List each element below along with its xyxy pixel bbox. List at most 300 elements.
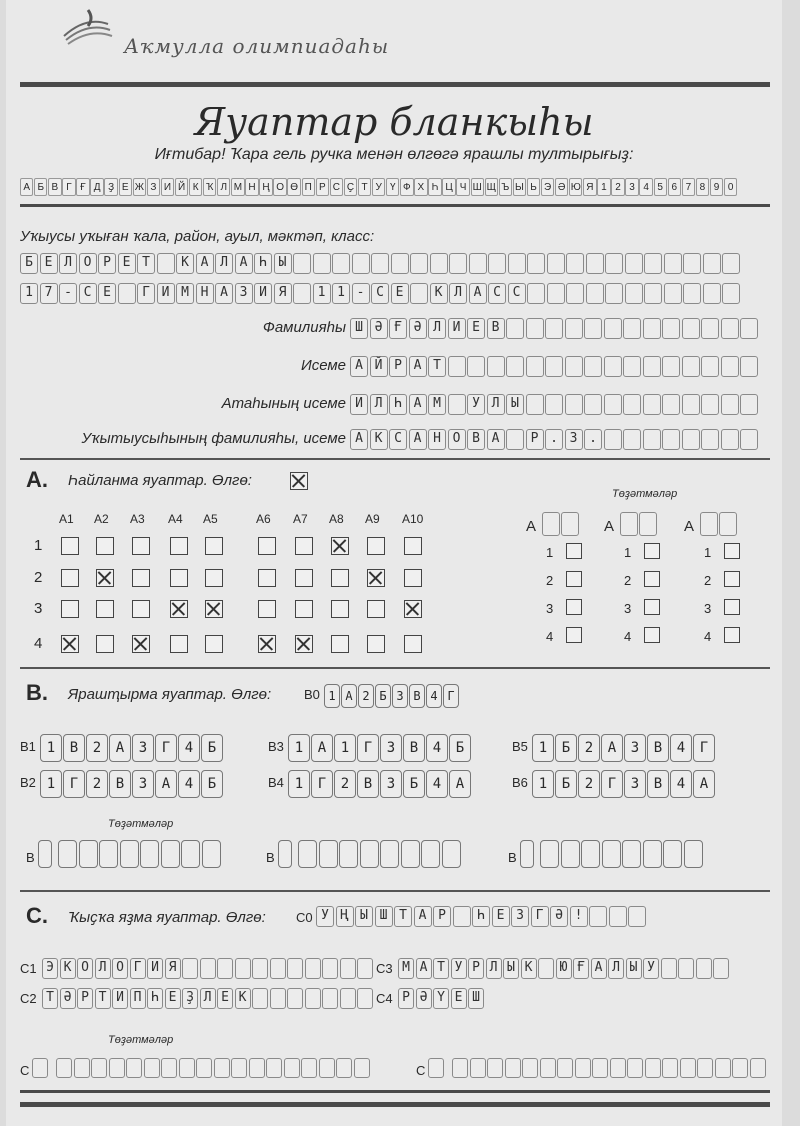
answer-cell[interactable] (527, 283, 545, 304)
answer-cell[interactable]: И (112, 988, 128, 1009)
correction-cells[interactable] (32, 1058, 371, 1078)
answer-cell[interactable] (682, 394, 700, 415)
answer-cell[interactable] (487, 356, 505, 377)
answer-cell[interactable] (545, 356, 563, 377)
answer-checkbox[interactable] (404, 635, 422, 653)
answer-cell[interactable]: А (341, 684, 357, 708)
answer-cell[interactable]: Э (42, 958, 58, 979)
correction-checkbox[interactable] (644, 599, 660, 615)
correction-cell[interactable] (231, 1058, 247, 1078)
answer-cell[interactable] (566, 283, 584, 304)
answer-cell[interactable] (586, 283, 604, 304)
answer-cell[interactable]: Ү (433, 988, 449, 1009)
answer-cell[interactable] (701, 356, 719, 377)
answer-cell[interactable]: Г (601, 770, 623, 798)
answer-cell[interactable]: О (112, 958, 128, 979)
answer-cell[interactable] (713, 958, 729, 979)
answer-cell[interactable]: Ң (336, 906, 354, 927)
correction-cell[interactable] (732, 1058, 748, 1078)
correction-cell[interactable] (428, 1058, 444, 1078)
answer-checkbox[interactable] (331, 569, 349, 587)
answer-cell[interactable]: Ә (370, 318, 388, 339)
answer-cell[interactable]: Ш (468, 988, 484, 1009)
answer-cell[interactable]: 2 (578, 770, 600, 798)
answer-cell[interactable]: С (371, 283, 389, 304)
answer-checkbox[interactable] (96, 537, 114, 555)
answer-cell[interactable] (293, 283, 311, 304)
answer-cell[interactable]: 1 (332, 283, 350, 304)
answer-cell[interactable]: Б (201, 770, 223, 798)
answer-cell[interactable] (662, 394, 680, 415)
correction-cell[interactable] (442, 840, 461, 868)
correction-cells[interactable] (278, 840, 462, 868)
answer-cell[interactable]: 1 (288, 770, 310, 798)
answer-cell[interactable]: Ә (60, 988, 76, 1009)
answer-cell[interactable] (604, 429, 622, 450)
answer-cell[interactable]: З (511, 906, 529, 927)
answer-cell[interactable]: У (643, 958, 659, 979)
answer-cell[interactable] (721, 356, 739, 377)
c-item-cells[interactable] (398, 958, 731, 979)
answer-cell[interactable]: Ҙ (182, 988, 198, 1009)
answer-cell[interactable]: 3 (132, 734, 154, 762)
answer-cell[interactable] (252, 958, 268, 979)
answer-cell[interactable]: Е (467, 318, 485, 339)
correction-checkbox[interactable] (644, 627, 660, 643)
answer-cell[interactable]: 3 (624, 734, 646, 762)
answer-cell[interactable] (200, 958, 216, 979)
answer-cell[interactable]: Б (375, 684, 391, 708)
answer-cell[interactable]: Е (492, 906, 510, 927)
correction-cell[interactable] (266, 1058, 282, 1078)
answer-cell[interactable] (305, 958, 321, 979)
answer-checkbox[interactable] (61, 569, 79, 587)
answer-cell[interactable]: Ә (416, 988, 432, 1009)
correction-cell[interactable] (505, 1058, 521, 1078)
answer-cell[interactable]: О (77, 958, 93, 979)
answer-checkbox[interactable] (96, 635, 114, 653)
correction-cells[interactable] (428, 1058, 767, 1078)
correction-cell[interactable] (38, 840, 52, 868)
answer-cell[interactable] (469, 253, 487, 274)
answer-cell[interactable]: - (352, 283, 370, 304)
answer-cell[interactable]: Е (217, 988, 233, 1009)
correction-cell[interactable] (750, 1058, 766, 1078)
answer-cell[interactable] (545, 318, 563, 339)
c-item-cells[interactable] (42, 988, 375, 1009)
answer-cell[interactable] (547, 253, 565, 274)
answer-cell[interactable]: 4 (670, 770, 692, 798)
answer-checkbox[interactable] (367, 600, 385, 618)
answer-cell[interactable]: 3 (624, 770, 646, 798)
answer-checkbox[interactable] (331, 600, 349, 618)
answer-checkbox[interactable] (96, 569, 114, 587)
answer-cell[interactable]: Т (137, 253, 155, 274)
answer-cell[interactable] (625, 253, 643, 274)
answer-cell[interactable] (740, 356, 758, 377)
answer-cell[interactable]: К (176, 253, 194, 274)
answer-cell[interactable] (357, 958, 373, 979)
answer-cell[interactable]: Т (428, 356, 446, 377)
correction-checkbox[interactable] (566, 571, 582, 587)
answer-cell[interactable]: 4 (178, 734, 200, 762)
answer-cell[interactable] (488, 253, 506, 274)
person-field[interactable] (350, 356, 760, 377)
answer-cell[interactable] (313, 253, 331, 274)
correction-cell[interactable] (32, 1058, 48, 1078)
answer-cell[interactable] (625, 283, 643, 304)
answer-checkbox[interactable] (205, 569, 223, 587)
answer-cell[interactable]: Г (357, 734, 379, 762)
answer-cell[interactable]: А (449, 770, 471, 798)
answer-cell[interactable] (157, 253, 175, 274)
answer-cell[interactable]: В (647, 770, 669, 798)
correction-cell[interactable] (58, 840, 77, 868)
answer-checkbox[interactable] (205, 600, 223, 618)
answer-cell[interactable]: Ы (626, 958, 642, 979)
answer-cell[interactable] (589, 906, 607, 927)
answer-checkbox[interactable] (61, 635, 79, 653)
answer-cell[interactable] (565, 356, 583, 377)
answer-cell[interactable]: Ш (350, 318, 368, 339)
correction-cell[interactable] (540, 1058, 556, 1078)
correction-cell[interactable] (610, 1058, 626, 1078)
correction-cell[interactable] (715, 1058, 731, 1078)
answer-cell[interactable]: . (584, 429, 602, 450)
answer-cell[interactable] (182, 958, 198, 979)
answer-cell[interactable]: А (196, 253, 214, 274)
answer-checkbox[interactable] (132, 600, 150, 618)
correction-checkbox[interactable] (566, 599, 582, 615)
answer-cell[interactable]: В (647, 734, 669, 762)
answer-checkbox[interactable] (258, 569, 276, 587)
school-line-1[interactable] (20, 253, 742, 274)
answer-cell[interactable] (722, 283, 740, 304)
correction-cell[interactable] (643, 840, 662, 868)
answer-cell[interactable] (448, 394, 466, 415)
correction-cell[interactable] (663, 840, 682, 868)
answer-cell[interactable]: Н (196, 283, 214, 304)
b-item-cells[interactable] (532, 734, 716, 762)
answer-cell[interactable] (584, 318, 602, 339)
answer-cell[interactable]: С (389, 429, 407, 450)
correction-cell[interactable] (79, 840, 98, 868)
answer-cell[interactable] (449, 253, 467, 274)
answer-cell[interactable]: Л (370, 394, 388, 415)
answer-cell[interactable]: Һ (147, 988, 163, 1009)
answer-cell[interactable]: Г (137, 283, 155, 304)
answer-cell[interactable] (683, 283, 701, 304)
correction-cell[interactable] (360, 840, 379, 868)
answer-cell[interactable]: 2 (86, 734, 108, 762)
answer-cell[interactable] (623, 356, 641, 377)
answer-cell[interactable] (453, 906, 471, 927)
answer-cell[interactable]: В (109, 770, 131, 798)
answer-checkbox[interactable] (258, 537, 276, 555)
correction-cell[interactable] (161, 840, 180, 868)
answer-cell[interactable]: 3 (380, 770, 402, 798)
correction-cell[interactable] (380, 840, 399, 868)
answer-cell[interactable]: А (591, 958, 607, 979)
correction-cell[interactable] (561, 840, 580, 868)
answer-checkbox[interactable] (205, 635, 223, 653)
answer-cell[interactable]: В (403, 734, 425, 762)
answer-cell[interactable] (340, 958, 356, 979)
correction-cell[interactable] (140, 840, 159, 868)
answer-cell[interactable] (604, 394, 622, 415)
correction-cell[interactable] (697, 1058, 713, 1078)
answer-cell[interactable] (526, 356, 544, 377)
answer-cell[interactable] (682, 429, 700, 450)
answer-cell[interactable]: Р (398, 988, 414, 1009)
answer-cell[interactable]: Р (389, 356, 407, 377)
answer-cell[interactable]: Р (98, 253, 116, 274)
answer-cell[interactable]: У (316, 906, 334, 927)
answer-cell[interactable]: Ғ (389, 318, 407, 339)
answer-cell[interactable]: З (565, 429, 583, 450)
answer-cell[interactable]: Е (40, 253, 58, 274)
answer-cell[interactable]: Б (555, 734, 577, 762)
answer-cell[interactable] (721, 394, 739, 415)
correction-cell[interactable] (56, 1058, 72, 1078)
answer-cell[interactable]: И (147, 958, 163, 979)
c-item-cells[interactable] (398, 988, 486, 1009)
answer-cell[interactable] (682, 356, 700, 377)
correction-cell[interactable] (421, 840, 440, 868)
answer-cell[interactable] (305, 988, 321, 1009)
answer-cell[interactable] (508, 253, 526, 274)
correction-cell[interactable] (319, 840, 338, 868)
answer-cell[interactable]: Б (449, 734, 471, 762)
answer-cell[interactable]: А (693, 770, 715, 798)
answer-cell[interactable] (643, 394, 661, 415)
answer-cell[interactable]: Г (693, 734, 715, 762)
correction-cell[interactable] (249, 1058, 265, 1078)
answer-checkbox[interactable] (367, 635, 385, 653)
answer-cell[interactable]: 2 (334, 770, 356, 798)
answer-cell[interactable] (643, 429, 661, 450)
answer-cell[interactable]: Һ (389, 394, 407, 415)
correction-cell[interactable] (540, 840, 559, 868)
answer-cell[interactable]: М (176, 283, 194, 304)
answer-cell[interactable] (604, 356, 622, 377)
answer-cell[interactable]: С (508, 283, 526, 304)
correction-checkbox[interactable] (724, 627, 740, 643)
answer-cell[interactable] (252, 988, 268, 1009)
answer-cell[interactable]: Б (403, 770, 425, 798)
answer-cell[interactable] (605, 283, 623, 304)
answer-cell[interactable]: 4 (426, 684, 442, 708)
answer-cell[interactable]: Н (428, 429, 446, 450)
answer-cell[interactable]: Р (77, 988, 93, 1009)
answer-cell[interactable]: А (414, 906, 432, 927)
answer-cell[interactable]: 1 (334, 734, 356, 762)
answer-cell[interactable]: Ә (409, 318, 427, 339)
correction-cell[interactable] (109, 1058, 125, 1078)
correction-cell[interactable] (298, 840, 317, 868)
correction-cell[interactable] (196, 1058, 212, 1078)
answer-cell[interactable] (410, 283, 428, 304)
correction-cell[interactable] (354, 1058, 370, 1078)
answer-cell[interactable]: Я (165, 958, 181, 979)
answer-cell[interactable] (270, 988, 286, 1009)
answer-cell[interactable]: 1 (532, 734, 554, 762)
answer-checkbox[interactable] (132, 537, 150, 555)
answer-cell[interactable] (371, 253, 389, 274)
answer-checkbox[interactable] (61, 537, 79, 555)
correction-checkbox[interactable] (724, 571, 740, 587)
answer-cell[interactable]: Г (155, 734, 177, 762)
answer-cell[interactable] (623, 429, 641, 450)
answer-checkbox[interactable] (61, 600, 79, 618)
answer-cell[interactable]: И (254, 283, 272, 304)
answer-cell[interactable]: К (60, 958, 76, 979)
answer-cell[interactable]: 3 (132, 770, 154, 798)
answer-cell[interactable] (664, 283, 682, 304)
answer-cell[interactable] (696, 958, 712, 979)
answer-cell[interactable] (527, 253, 545, 274)
answer-cell[interactable] (662, 318, 680, 339)
answer-cell[interactable]: Ғ (573, 958, 589, 979)
answer-cell[interactable]: 1 (288, 734, 310, 762)
correction-cells[interactable] (38, 840, 222, 868)
answer-checkbox[interactable] (132, 569, 150, 587)
answer-cell[interactable] (683, 253, 701, 274)
c-item-cells[interactable] (42, 958, 375, 979)
answer-cell[interactable]: 4 (426, 770, 448, 798)
answer-cell[interactable] (430, 253, 448, 274)
answer-cell[interactable]: 2 (86, 770, 108, 798)
answer-checkbox[interactable] (170, 537, 188, 555)
answer-cell[interactable] (604, 318, 622, 339)
correction-cell[interactable] (278, 840, 292, 868)
answer-cell[interactable] (357, 988, 373, 1009)
answer-cell[interactable]: Т (42, 988, 58, 1009)
answer-cell[interactable]: А (215, 283, 233, 304)
answer-cell[interactable] (287, 958, 303, 979)
answer-cell[interactable] (410, 253, 428, 274)
correction-cell[interactable] (470, 1058, 486, 1078)
answer-cell[interactable]: 1 (40, 770, 62, 798)
correction-cell[interactable] (91, 1058, 107, 1078)
answer-cell[interactable] (565, 318, 583, 339)
answer-cell[interactable] (740, 429, 758, 450)
b-item-cells[interactable] (40, 770, 224, 798)
answer-cell[interactable]: А (311, 734, 333, 762)
correction-cell[interactable] (639, 512, 657, 536)
answer-cell[interactable] (703, 283, 721, 304)
answer-cell[interactable]: 1 (20, 283, 38, 304)
answer-cell[interactable] (322, 958, 338, 979)
answer-cell[interactable] (643, 356, 661, 377)
answer-cell[interactable]: Е (118, 253, 136, 274)
answer-cell[interactable] (623, 394, 641, 415)
correction-cell[interactable] (144, 1058, 160, 1078)
answer-cell[interactable] (118, 283, 136, 304)
answer-cell[interactable] (740, 318, 758, 339)
person-field[interactable] (350, 318, 760, 339)
answer-cell[interactable]: Е (391, 283, 409, 304)
correction-cell[interactable] (684, 840, 703, 868)
answer-checkbox[interactable] (205, 537, 223, 555)
answer-cell[interactable] (322, 988, 338, 1009)
answer-cell[interactable] (506, 356, 524, 377)
answer-cell[interactable]: Г (531, 906, 549, 927)
b-item-cells[interactable] (288, 770, 472, 798)
correction-cell[interactable] (120, 840, 139, 868)
answer-cell[interactable]: Б (555, 770, 577, 798)
correction-cell[interactable] (452, 1058, 468, 1078)
answer-cell[interactable] (664, 253, 682, 274)
answer-checkbox[interactable] (96, 600, 114, 618)
answer-cell[interactable]: В (409, 684, 425, 708)
correction-checkbox[interactable] (644, 543, 660, 559)
correction-cell[interactable] (181, 840, 200, 868)
correction-cell[interactable] (627, 1058, 643, 1078)
b-item-cells[interactable] (40, 734, 224, 762)
correction-cell[interactable] (680, 1058, 696, 1078)
answer-cell[interactable] (547, 283, 565, 304)
answer-cell[interactable] (586, 253, 604, 274)
answer-cell[interactable]: 1 (324, 684, 340, 708)
answer-cell[interactable] (467, 356, 485, 377)
correction-cell[interactable] (202, 840, 221, 868)
answer-cell[interactable]: Р (468, 958, 484, 979)
school-line-2[interactable] (20, 283, 742, 304)
answer-checkbox[interactable] (170, 569, 188, 587)
answer-cell[interactable]: О (448, 429, 466, 450)
person-field[interactable] (350, 429, 760, 450)
correction-checkbox[interactable] (566, 627, 582, 643)
answer-cell[interactable]: В (357, 770, 379, 798)
correction-cell[interactable] (99, 840, 118, 868)
answer-checkbox[interactable] (367, 569, 385, 587)
answer-cell[interactable] (340, 988, 356, 1009)
answer-checkbox[interactable] (331, 537, 349, 555)
answer-cell[interactable] (721, 429, 739, 450)
correction-cell[interactable] (561, 512, 579, 536)
answer-cell[interactable] (545, 394, 563, 415)
answer-cell[interactable]: Й (370, 356, 388, 377)
answer-cell[interactable]: Е (165, 988, 181, 1009)
answer-cell[interactable]: О (79, 253, 97, 274)
answer-cell[interactable]: Р (433, 906, 451, 927)
answer-checkbox[interactable] (295, 600, 313, 618)
correction-cell[interactable] (719, 512, 737, 536)
answer-cell[interactable]: А (155, 770, 177, 798)
answer-cell[interactable]: К (430, 283, 448, 304)
correction-cell[interactable] (179, 1058, 195, 1078)
correction-cell[interactable] (581, 840, 600, 868)
answer-cell[interactable]: Р (526, 429, 544, 450)
answer-cell[interactable]: У (467, 394, 485, 415)
correction-cell[interactable] (557, 1058, 573, 1078)
b-item-cells[interactable] (532, 770, 716, 798)
answer-checkbox[interactable] (258, 635, 276, 653)
answer-cell[interactable]: Ә (550, 906, 568, 927)
answer-cell[interactable]: Һ (254, 253, 272, 274)
answer-cell[interactable] (628, 906, 646, 927)
correction-cell[interactable] (161, 1058, 177, 1078)
answer-checkbox[interactable] (295, 635, 313, 653)
correction-checkbox[interactable] (724, 599, 740, 615)
answer-cell[interactable]: Л (215, 253, 233, 274)
correction-cell[interactable] (592, 1058, 608, 1078)
answer-cell[interactable]: Г (443, 684, 459, 708)
answer-checkbox[interactable] (170, 600, 188, 618)
answer-cell[interactable] (740, 394, 758, 415)
answer-cell[interactable]: Л (608, 958, 624, 979)
